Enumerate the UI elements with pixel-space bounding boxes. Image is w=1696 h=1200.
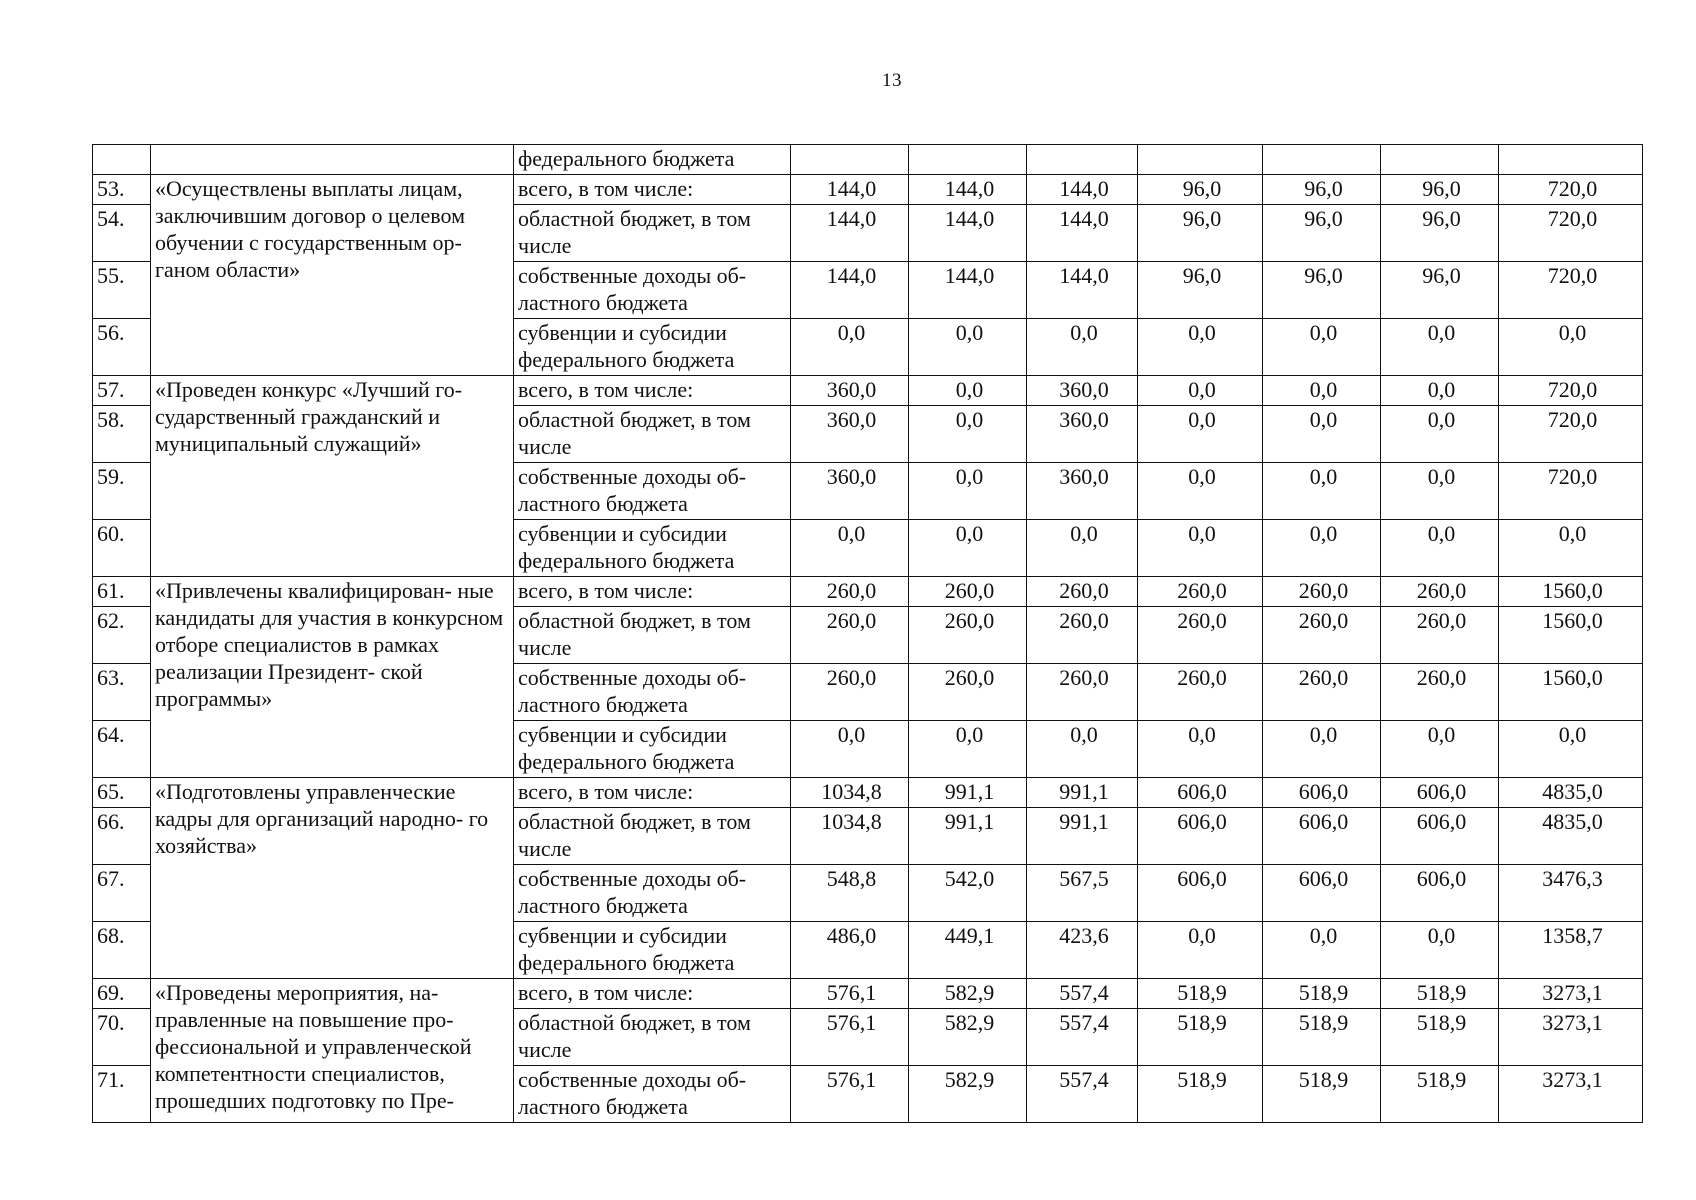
year-value [909, 145, 1027, 175]
year-value: 1034,8 [791, 778, 909, 808]
row-number: 56. [93, 319, 151, 376]
funding-source: всего, в том числе: [514, 979, 791, 1009]
page-number: 13 [882, 70, 902, 91]
year-value: 360,0 [1027, 406, 1138, 463]
year-value: 260,0 [1138, 577, 1263, 607]
event-description: «Подготовлены управленческие кадры для организаций народно- го хозяйства» [151, 778, 514, 979]
year-value: 606,0 [1138, 778, 1263, 808]
year-value: 518,9 [1263, 1066, 1381, 1123]
year-value [1381, 145, 1499, 175]
funding-source: субвенции и субсидии федерального бюджета [514, 922, 791, 979]
year-value: 0,0 [791, 319, 909, 376]
event-description: «Проведены мероприятия, на- правленные на повышение про- фессиональной и управленческой компетентности специалистов, прошедших подготовку по Пре- [151, 979, 514, 1123]
year-value: 260,0 [909, 607, 1027, 664]
year-value: 0,0 [1263, 922, 1381, 979]
year-value: 260,0 [909, 664, 1027, 721]
year-value: 260,0 [1138, 664, 1263, 721]
year-value: 1034,8 [791, 808, 909, 865]
total-value: 720,0 [1499, 463, 1643, 520]
year-value: 96,0 [1263, 175, 1381, 205]
row-number: 62. [93, 607, 151, 664]
year-value: 96,0 [1138, 205, 1263, 262]
total-value: 0,0 [1499, 520, 1643, 577]
year-value: 260,0 [1381, 664, 1499, 721]
year-value: 606,0 [1263, 865, 1381, 922]
year-value: 260,0 [1027, 577, 1138, 607]
total-value: 3476,3 [1499, 865, 1643, 922]
year-value: 449,1 [909, 922, 1027, 979]
year-value: 518,9 [1381, 1009, 1499, 1066]
table-row [93, 376, 1643, 406]
year-value [1263, 145, 1381, 175]
table-body [93, 145, 1643, 1123]
year-value: 360,0 [791, 376, 909, 406]
budget-table [92, 144, 1643, 1123]
year-value: 0,0 [1263, 376, 1381, 406]
row-number: 53. [93, 175, 151, 205]
year-value: 0,0 [1263, 520, 1381, 577]
funding-source: областной бюджет, в том числе [514, 808, 791, 865]
table-row [93, 577, 1643, 607]
year-value: 0,0 [1263, 463, 1381, 520]
year-value: 144,0 [1027, 205, 1138, 262]
year-value: 144,0 [791, 262, 909, 319]
year-value: 260,0 [791, 577, 909, 607]
year-value: 260,0 [1263, 577, 1381, 607]
year-value: 0,0 [909, 520, 1027, 577]
table-row [93, 145, 1643, 175]
funding-source: собственные доходы об- ластного бюджета [514, 664, 791, 721]
year-value: 606,0 [1381, 808, 1499, 865]
funding-source: областной бюджет, в том числе [514, 406, 791, 463]
year-value: 144,0 [909, 175, 1027, 205]
row-number: 59. [93, 463, 151, 520]
total-value: 0,0 [1499, 721, 1643, 778]
year-value: 0,0 [791, 721, 909, 778]
year-value: 582,9 [909, 979, 1027, 1009]
year-value: 548,8 [791, 865, 909, 922]
year-value: 96,0 [1381, 205, 1499, 262]
funding-source: субвенции и субсидии федерального бюджета [514, 520, 791, 577]
year-value: 557,4 [1027, 1066, 1138, 1123]
row-number: 71. [93, 1066, 151, 1123]
year-value: 144,0 [909, 205, 1027, 262]
year-value: 360,0 [1027, 376, 1138, 406]
year-value: 96,0 [1263, 205, 1381, 262]
year-value: 0,0 [1027, 721, 1138, 778]
total-value: 1560,0 [1499, 577, 1643, 607]
year-value: 144,0 [791, 205, 909, 262]
year-value: 518,9 [1138, 979, 1263, 1009]
year-value: 991,1 [909, 808, 1027, 865]
year-value: 518,9 [1263, 1009, 1381, 1066]
funding-source: областной бюджет, в том числе [514, 1009, 791, 1066]
funding-source: областной бюджет, в том числе [514, 607, 791, 664]
year-value: 144,0 [791, 175, 909, 205]
year-value: 0,0 [1263, 406, 1381, 463]
row-number: 58. [93, 406, 151, 463]
year-value: 606,0 [1138, 865, 1263, 922]
funding-source: всего, в том числе: [514, 376, 791, 406]
year-value: 0,0 [909, 376, 1027, 406]
funding-source: собственные доходы об- ластного бюджета [514, 865, 791, 922]
year-value: 518,9 [1381, 979, 1499, 1009]
year-value: 260,0 [1027, 607, 1138, 664]
year-value: 260,0 [1138, 607, 1263, 664]
total-value: 3273,1 [1499, 979, 1643, 1009]
total-value: 720,0 [1499, 406, 1643, 463]
year-value: 423,6 [1027, 922, 1138, 979]
year-value: 96,0 [1138, 175, 1263, 205]
total-value: 720,0 [1499, 262, 1643, 319]
year-value: 606,0 [1138, 808, 1263, 865]
year-value: 0,0 [1381, 319, 1499, 376]
row-number: 69. [93, 979, 151, 1009]
year-value: 260,0 [909, 577, 1027, 607]
row-number: 54. [93, 205, 151, 262]
funding-source: субвенции и субсидии федерального бюджета [514, 721, 791, 778]
year-value: 260,0 [1263, 664, 1381, 721]
year-value: 144,0 [1027, 175, 1138, 205]
year-value: 0,0 [909, 721, 1027, 778]
year-value [1138, 145, 1263, 175]
year-value: 0,0 [1381, 463, 1499, 520]
year-value: 518,9 [1138, 1066, 1263, 1123]
funding-source: собственные доходы об- ластного бюджета [514, 1066, 791, 1123]
year-value: 518,9 [1138, 1009, 1263, 1066]
year-value: 567,5 [1027, 865, 1138, 922]
year-value: 0,0 [1138, 922, 1263, 979]
total-value: 1560,0 [1499, 607, 1643, 664]
total-value [1499, 145, 1643, 175]
table-row [93, 778, 1643, 808]
year-value: 542,0 [909, 865, 1027, 922]
year-value: 96,0 [1381, 262, 1499, 319]
year-value: 0,0 [791, 520, 909, 577]
year-value: 606,0 [1381, 778, 1499, 808]
row-number: 65. [93, 778, 151, 808]
year-value: 576,1 [791, 979, 909, 1009]
row-number: 68. [93, 922, 151, 979]
year-value: 0,0 [1381, 520, 1499, 577]
year-value: 557,4 [1027, 979, 1138, 1009]
year-value [1027, 145, 1138, 175]
row-number: 61. [93, 577, 151, 607]
year-value: 991,1 [1027, 808, 1138, 865]
year-value: 0,0 [1138, 463, 1263, 520]
year-value: 518,9 [1263, 979, 1381, 1009]
total-value: 3273,1 [1499, 1066, 1643, 1123]
total-value: 4835,0 [1499, 808, 1643, 865]
total-value: 720,0 [1499, 175, 1643, 205]
table-row [93, 979, 1643, 1009]
year-value: 0,0 [1138, 406, 1263, 463]
funding-source: областной бюджет, в том числе [514, 205, 791, 262]
row-number: 64. [93, 721, 151, 778]
year-value: 0,0 [909, 319, 1027, 376]
year-value: 96,0 [1138, 262, 1263, 319]
year-value: 260,0 [1027, 664, 1138, 721]
year-value: 606,0 [1263, 778, 1381, 808]
total-value: 720,0 [1499, 205, 1643, 262]
year-value: 260,0 [1263, 607, 1381, 664]
row-number: 63. [93, 664, 151, 721]
year-value: 260,0 [1381, 607, 1499, 664]
year-value: 0,0 [1263, 721, 1381, 778]
total-value: 3273,1 [1499, 1009, 1643, 1066]
row-number: 55. [93, 262, 151, 319]
year-value: 991,1 [1027, 778, 1138, 808]
row-number [93, 145, 151, 175]
funding-source: федерального бюджета [514, 145, 791, 175]
row-number: 60. [93, 520, 151, 577]
year-value: 360,0 [791, 406, 909, 463]
year-value: 0,0 [1138, 520, 1263, 577]
year-value: 0,0 [1138, 376, 1263, 406]
year-value [791, 145, 909, 175]
row-number: 57. [93, 376, 151, 406]
total-value: 0,0 [1499, 319, 1643, 376]
year-value: 557,4 [1027, 1009, 1138, 1066]
year-value: 96,0 [1381, 175, 1499, 205]
funding-source: собственные доходы об- ластного бюджета [514, 262, 791, 319]
year-value: 144,0 [909, 262, 1027, 319]
row-number: 66. [93, 808, 151, 865]
table-row [93, 175, 1643, 205]
row-number: 67. [93, 865, 151, 922]
funding-source: собственные доходы об- ластного бюджета [514, 463, 791, 520]
funding-source: всего, в том числе: [514, 577, 791, 607]
total-value: 720,0 [1499, 376, 1643, 406]
total-value: 1358,7 [1499, 922, 1643, 979]
year-value: 991,1 [909, 778, 1027, 808]
year-value: 606,0 [1263, 808, 1381, 865]
year-value: 260,0 [1381, 577, 1499, 607]
funding-source: субвенции и субсидии федерального бюджета [514, 319, 791, 376]
year-value: 0,0 [909, 463, 1027, 520]
year-value: 0,0 [1138, 721, 1263, 778]
year-value: 0,0 [1381, 721, 1499, 778]
year-value: 96,0 [1263, 262, 1381, 319]
year-value: 0,0 [1381, 406, 1499, 463]
year-value: 144,0 [1027, 262, 1138, 319]
year-value: 606,0 [1381, 865, 1499, 922]
year-value: 260,0 [791, 664, 909, 721]
year-value: 260,0 [791, 607, 909, 664]
funding-source: всего, в том числе: [514, 778, 791, 808]
year-value: 486,0 [791, 922, 909, 979]
total-value: 4835,0 [1499, 778, 1643, 808]
year-value: 582,9 [909, 1009, 1027, 1066]
year-value: 576,1 [791, 1009, 909, 1066]
year-value: 576,1 [791, 1066, 909, 1123]
year-value: 0,0 [1138, 319, 1263, 376]
funding-source: всего, в том числе: [514, 175, 791, 205]
event-description: «Привлечены квалифицирован- ные кандидаты для участия в конкурсном отборе специалистов в рамках реализации Президент- ской программы» [151, 577, 514, 778]
year-value: 0,0 [1263, 319, 1381, 376]
year-value: 360,0 [791, 463, 909, 520]
year-value: 0,0 [909, 406, 1027, 463]
year-value: 518,9 [1381, 1066, 1499, 1123]
row-number: 70. [93, 1009, 151, 1066]
event-description: «Проведен конкурс «Лучший го- сударственный гражданский и муниципальный служащий» [151, 376, 514, 577]
total-value: 1560,0 [1499, 664, 1643, 721]
event-description: «Осуществлены выплаты лицам, заключившим договор о целевом обучении с государственным ор- ганом области» [151, 175, 514, 376]
year-value: 0,0 [1381, 922, 1499, 979]
event-description [151, 145, 514, 175]
year-value: 0,0 [1381, 376, 1499, 406]
year-value: 0,0 [1027, 520, 1138, 577]
year-value: 360,0 [1027, 463, 1138, 520]
year-value: 582,9 [909, 1066, 1027, 1123]
year-value: 0,0 [1027, 319, 1138, 376]
